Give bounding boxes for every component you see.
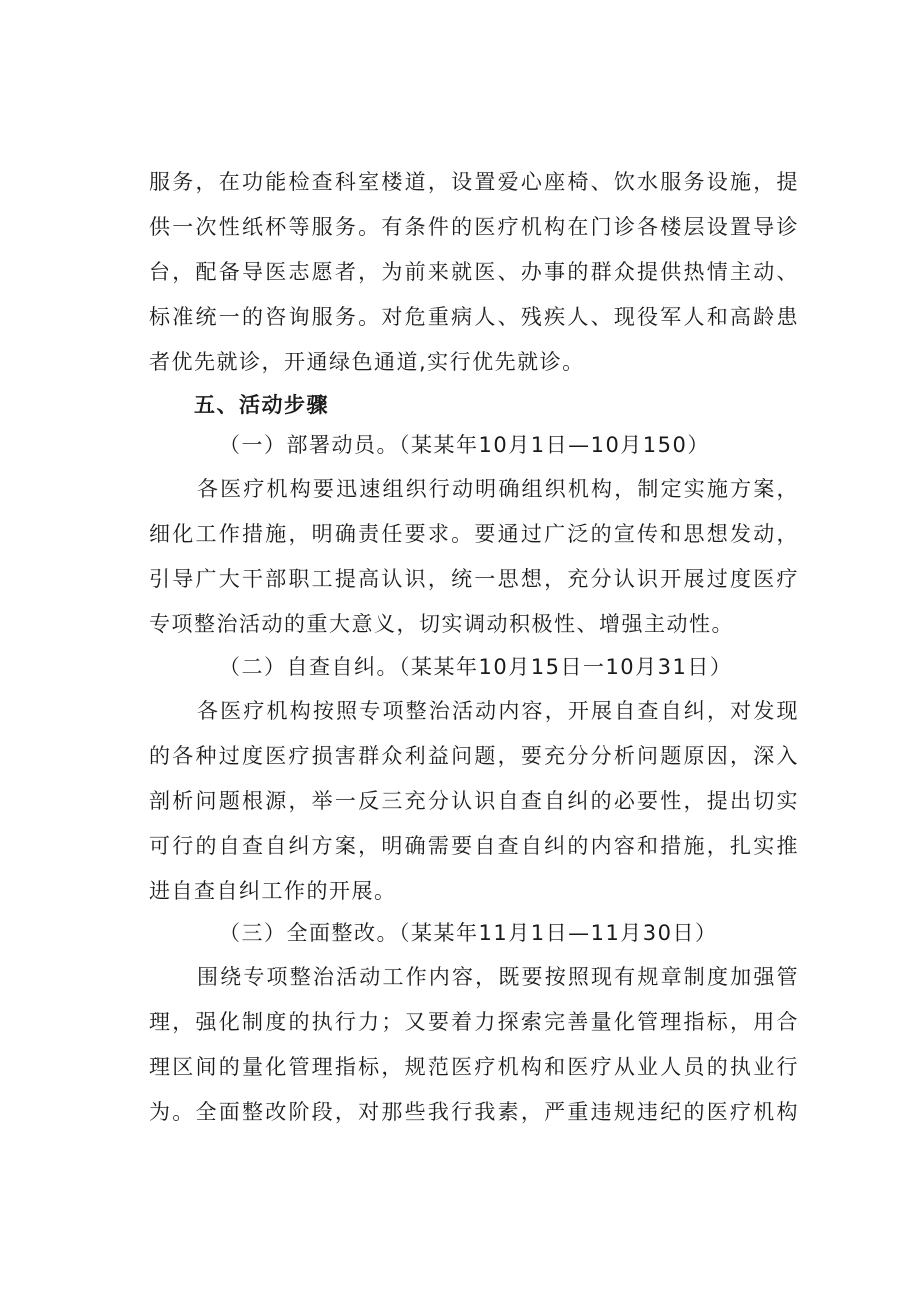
paragraph-line: 引导广大干部职工提高认识，统一思想，充分认识开展过度医疗: [149, 567, 799, 591]
subsection-heading: （三）全面整改。（某某年11月1日—11月30日）: [219, 921, 718, 945]
paragraph-line: 进自查自纠工作的开展。: [149, 879, 397, 903]
paragraph-line: 服务，在功能检查科室楼道，设置爱心座椅、饮水服务设施，提: [149, 170, 799, 194]
paragraph-line: 可行的自查自纠方案，明确需要自查自纠的内容和措施，扎实推: [149, 834, 799, 858]
paragraph-line: 各医疗机构按照专项整治活动内容，开展自查自纠，对发现: [197, 699, 799, 723]
paragraph-line: 台，配备导医志愿者，为前来就医、办事的群众提供热情主动、: [149, 260, 799, 284]
subsection-heading: （二）自查自纠。（某某年10月15日一10月31日）: [219, 655, 733, 679]
paragraph-line: 专项整治活动的重大意义，切实调动积极性、增强主动性。: [149, 612, 734, 636]
paragraph-line: 理区间的量化管理指标，规范医疗机构和医疗从业人员的执业行: [149, 1055, 799, 1079]
paragraph-line: 各医疗机构要迅速组织行动明确组织机构，制定实施方案，: [197, 477, 799, 501]
paragraph-line: 供一次性纸杯等服务。有条件的医疗机构在门诊各楼层设置导诊: [149, 215, 799, 239]
subsection-heading: （一）部署动员。（某某年10月1日—10月150）: [219, 433, 710, 457]
paragraph-line: 的各种过度医疗损害群众利益问题，要充分分析问题原因，深入: [149, 744, 799, 768]
paragraph-line: 剖析问题根源，举一反三充分认识自查自纠的必要性，提出切实: [149, 789, 799, 813]
section-heading: 五、活动步骤: [194, 393, 329, 417]
paragraph-line: 者优先就诊，开通绿色通道,实行优先就诊。: [149, 350, 585, 374]
paragraph-line: 围绕专项整治活动工作内容，既要按照现有规章制度加强管: [197, 965, 799, 989]
paragraph-line: 细化工作措施，明确责任要求。要通过广泛的宣传和思想发动，: [149, 522, 799, 546]
paragraph-line: 为。全面整改阶段，对那些我行我素，严重违规违纪的医疗机构: [149, 1100, 799, 1124]
paragraph-line: 标准统一的咨询服务。对危重病人、残疾人、现役军人和高龄患: [149, 305, 799, 329]
paragraph-line: 理，强化制度的执行力；又要着力探索完善量化管理指标，用合: [149, 1010, 799, 1034]
